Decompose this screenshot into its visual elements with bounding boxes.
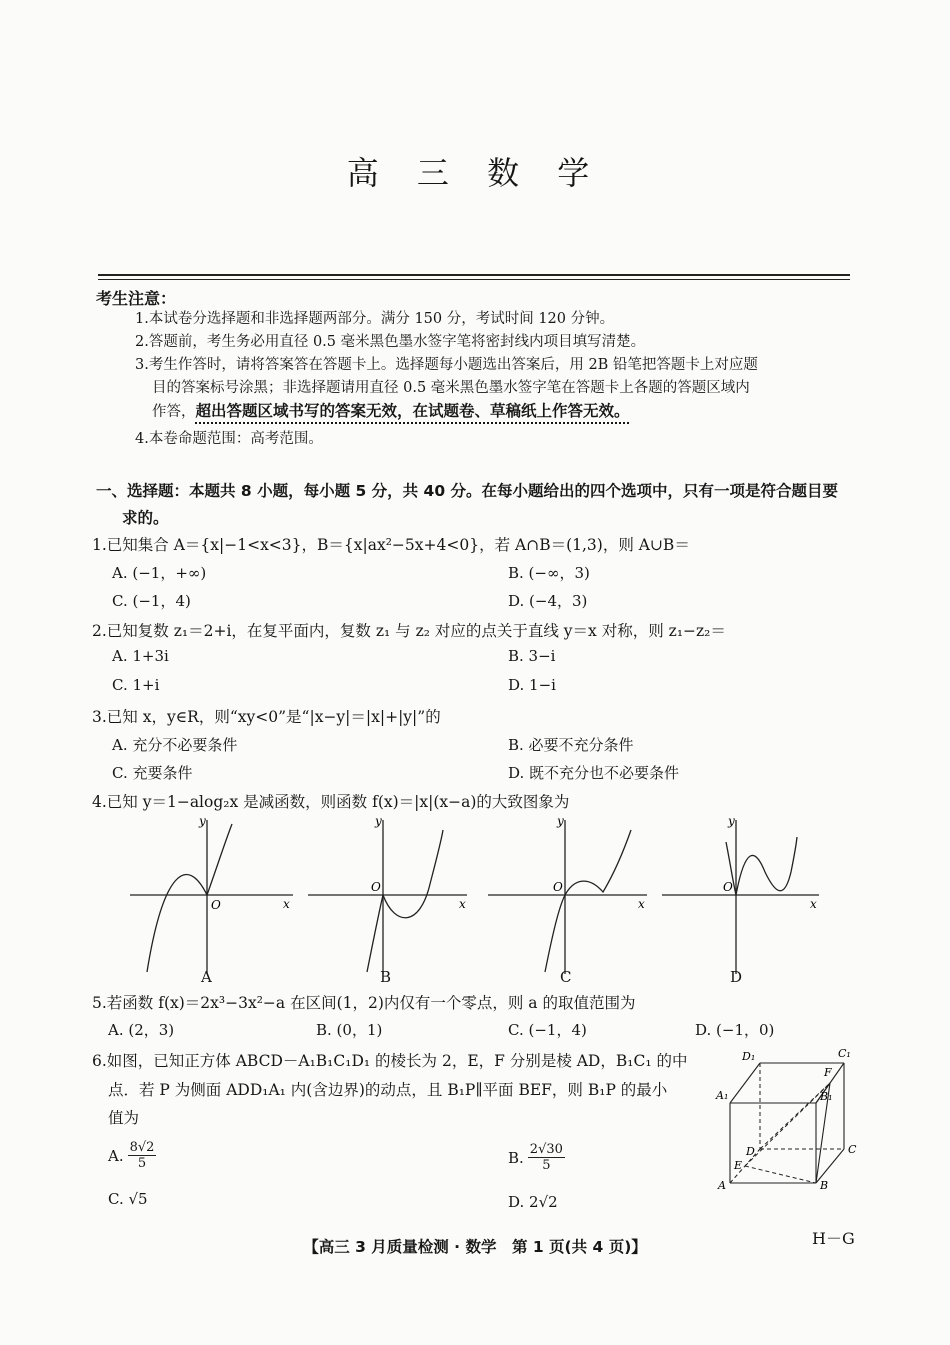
- section-heading-line1: 一、选择题：本题共 8 小题，每小题 5 分，共 40 分。在每小题给出的四个选项中，只有一项是符合题目要: [96, 482, 839, 500]
- page-title: 高 三 数 学: [346, 154, 604, 192]
- cube-label-c: C: [848, 1143, 857, 1156]
- q2-option-d: D. 1−i: [508, 676, 556, 694]
- graph-d-y-label: y: [728, 814, 735, 828]
- q6-option-a-prefix: A.: [108, 1146, 124, 1165]
- notice-emphasis: 超出答题区域书写的答案无效，在试题卷、草稿纸上作答无效。: [195, 402, 630, 420]
- cube-label-b1: B₁: [820, 1090, 833, 1103]
- graph-a: [130, 820, 293, 974]
- q3-option-a: A. 充分不必要条件: [112, 736, 238, 754]
- q5-stem: 5.若函数 f(x)＝2x³−3x²−a 在区间(1，2)内仅有一个零点，则 a 的取值范围为: [92, 994, 636, 1012]
- notice-item-3-line2: 目的答案标号涂黑；非选择题请用直径 0.5 毫米黑色墨水签字笔在答题卡上各题的答题区域内: [152, 380, 750, 396]
- q6-option-b-prefix: B.: [508, 1148, 524, 1167]
- q1-option-a: A. (−1，+∞): [112, 564, 207, 582]
- graph-b-x-label: x: [459, 897, 466, 911]
- notice-item-3-prefix: 作答，: [152, 404, 196, 420]
- header-rule-thin: [98, 279, 850, 280]
- q6-option-a-fraction: [128, 1140, 157, 1171]
- graph-b-curve: [367, 830, 443, 972]
- q3-option-d: D. 既不充分也不必要条件: [508, 764, 680, 782]
- section-heading: [96, 478, 866, 532]
- q6-option-a: [108, 1140, 156, 1171]
- graph-d-origin: O: [723, 880, 733, 894]
- graph-c: [488, 820, 647, 974]
- graph-a-y-label: y: [199, 814, 206, 828]
- q6-option-b: [508, 1142, 565, 1173]
- cube-label-d: D: [746, 1145, 755, 1158]
- q6-option-b-numerator: 2√30: [529, 1142, 563, 1157]
- graph-c-y-label: y: [557, 814, 564, 828]
- graph-a-origin: O: [211, 898, 221, 912]
- notice-item-3-line3: [152, 400, 630, 424]
- q1-option-b: B. (−∞，3): [508, 564, 590, 582]
- paper-code: H－G: [812, 1229, 855, 1248]
- cube-label-a: A: [718, 1179, 726, 1192]
- graph-b-origin: O: [371, 880, 381, 894]
- q1-stem: 1.已知集合 A＝{x|−1<x<3}，B＝{x|ax²−5x+4<0}，若 A∩B＝(1,3)，则 A∪B＝: [92, 536, 690, 554]
- graph-d: [662, 820, 819, 974]
- notice-item-4: 4.本卷命题范围：高考范围。: [135, 431, 323, 447]
- graph-d-curve: [726, 837, 797, 895]
- q4-graphs: [125, 812, 825, 990]
- graph-c-origin: O: [553, 880, 563, 894]
- graph-c-curve: [545, 830, 631, 972]
- q6-option-d: D. 2√2: [508, 1193, 558, 1211]
- graph-d-x-label: x: [810, 897, 817, 911]
- q6-option-b-fraction: [528, 1142, 565, 1173]
- graph-b-y-label: y: [375, 814, 382, 828]
- notice-item-1: 1.本试卷分选择题和非选择题两部分。满分 150 分，考试时间 120 分钟。: [135, 311, 615, 327]
- q1-option-c: C. (−1，4): [112, 592, 191, 610]
- graph-a-x-label: x: [283, 897, 290, 911]
- q5-option-a: A. (2，3): [108, 1021, 175, 1039]
- q6-stem-line1: 6.如图，已知正方体 ABCD－A₁B₁C₁D₁ 的棱长为 2，E，F 分别是棱 AD，B₁C₁ 的中: [92, 1052, 688, 1070]
- cube-label-c1: C₁: [838, 1047, 851, 1060]
- q1-option-d: D. (−4，3): [508, 592, 588, 610]
- q6-option-a-denominator: 5: [137, 1156, 147, 1171]
- graph-c-x-label: x: [638, 897, 645, 911]
- graph-b: [308, 820, 467, 974]
- q3-stem: 3.已知 x，y∈R，则“xy<0”是“|x−y|＝|x|+|y|”的: [92, 708, 441, 726]
- q6-option-b-denominator: 5: [542, 1158, 551, 1173]
- q4-stem: 4.已知 y＝1−alog₂x 是减函数，则函数 f(x)＝|x|(x−a)的大致图象为: [92, 793, 570, 811]
- q6-option-c: C. √5: [108, 1190, 148, 1208]
- page-footer: 【高三 3 月质量检测 · 数学 第 1 页(共 4 页)】: [303, 1238, 647, 1256]
- q5-option-d: D. (−1，0): [695, 1021, 775, 1039]
- q6-stem-line3: 值为: [108, 1109, 140, 1127]
- q6-stem-line2: 点．若 P 为侧面 ADD₁A₁ 内(含边界)的动点，且 B₁P∥平面 BEF，则 B₁P 的最小: [108, 1081, 668, 1099]
- cube-label-a1: A₁: [716, 1089, 729, 1102]
- q2-option-b: B. 3−i: [508, 647, 556, 665]
- cube-label-b: B: [820, 1179, 829, 1192]
- graph-b-label: B: [380, 968, 392, 986]
- cube-label-f: F: [824, 1066, 832, 1079]
- notice-heading: 考生注意：: [96, 289, 177, 308]
- cube-label-d1: D₁: [742, 1050, 756, 1063]
- graph-a-label: A: [201, 968, 212, 986]
- cube-label-e: E: [734, 1159, 743, 1172]
- q2-option-a: A. 1+3i: [112, 647, 169, 665]
- graph-d-label: D: [730, 968, 743, 986]
- header-rule: [98, 274, 850, 276]
- q3-option-c: C. 充要条件: [112, 764, 193, 782]
- q6-option-a-numerator: 8√2: [129, 1140, 155, 1155]
- q6-cube-figure: [712, 1043, 862, 1193]
- section-heading-line2: 求的。: [122, 509, 169, 527]
- q5-option-b: B. (0，1): [316, 1021, 383, 1039]
- notice-item-3-line1: 3.考生作答时，请将答案答在答题卡上。选择题每小题选出答案后，用 2B 铅笔把答题卡上对应题: [135, 357, 758, 373]
- q2-option-c: C. 1+i: [112, 676, 160, 694]
- notice-item-2: 2.答题前，考生务必用直径 0.5 毫米黑色墨水签字笔将密封线内项目填写清楚。: [135, 334, 646, 350]
- q5-option-c: C. (−1，4): [508, 1021, 587, 1039]
- graph-c-label: C: [560, 968, 572, 986]
- q2-stem: 2.已知复数 z₁＝2+i，在复平面内，复数 z₁ 与 z₂ 对应的点关于直线 y＝x 对称，则 z₁−z₂＝: [92, 622, 726, 640]
- q3-option-b: B. 必要不充分条件: [508, 736, 634, 754]
